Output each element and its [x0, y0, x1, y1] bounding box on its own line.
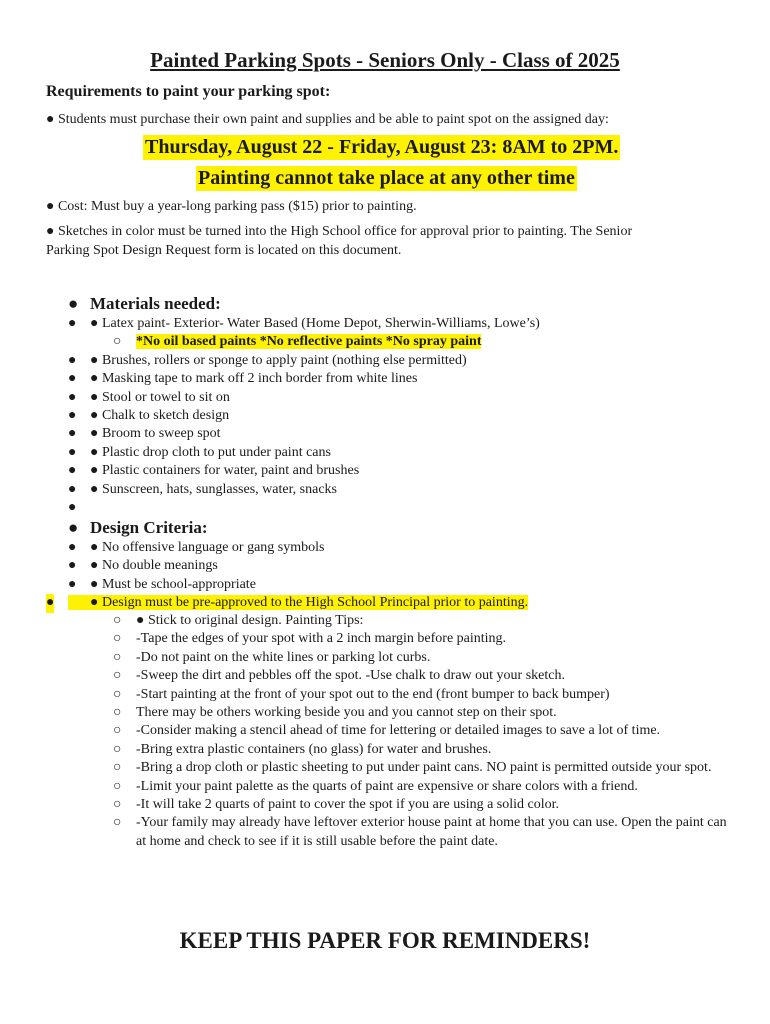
bullet-icon: ● [68, 540, 77, 555]
bullet-icon: ● [68, 352, 77, 368]
date-line: Thursday, August 22 - Friday, August 23: 8AM to 2PM. [145, 136, 619, 158]
tip-text: There may be others working beside you and you cannot step on their spot. [136, 705, 557, 721]
bullet-icon: ● [68, 558, 77, 574]
page-title: Painted Parking Spots - Seniors Only - Class of 2025 [150, 48, 620, 72]
sketch-line-2: Parking Spot Design Request form is located on this document. [46, 243, 402, 258]
bullet-icon: ● [68, 576, 77, 592]
list-item [68, 352, 540, 370]
materials-list [68, 293, 540, 516]
list-item-text: ● Design must be pre-approved to the High School Principal prior to painting. [68, 595, 528, 610]
tip-text: -Your family may already have leftover exterior house paint at home that you can use. Open the paint can at home and check to see if it is still usable before the paint date. [136, 815, 727, 849]
tip-text: -It will take 2 quarts of paint to cover the spot if you are using a solid color. [136, 797, 560, 813]
tip-text: -Do not paint on the white lines or parking lot curbs. [136, 649, 431, 665]
tip-text: -Sweep the dirt and pebbles off the spot. -Use chalk to draw out your sketch. [136, 668, 565, 684]
tip-text: -Bring a drop cloth or plastic sheeting to put under paint cans. NO paint is permitted outside your spot. [136, 760, 712, 776]
warning-item [113, 333, 733, 351]
list-item [68, 425, 540, 443]
list-item-text: ● Sunscreen, hats, sunglasses, water, snacks [90, 481, 338, 497]
materials-heading: Materials needed: [90, 294, 221, 313]
circle-bullet-icon: ○ [113, 723, 122, 739]
circle-bullet-icon: ○ [113, 649, 122, 665]
painting-tips-list [113, 612, 733, 851]
circle-bullet-icon: ○ [113, 778, 122, 794]
list-item-text: ● Chalk to sketch design [90, 408, 230, 424]
bullet-icon: ● [68, 463, 77, 479]
list-item [68, 407, 540, 425]
list-item-highlighted [46, 594, 528, 612]
list-item-text: ● Broom to sweep spot [90, 426, 221, 442]
bullet-icon: ● [68, 481, 77, 497]
intro-line: ● Students must purchase their own paint and supplies and be able to paint spot on the assigned day: [46, 112, 609, 127]
list-item-text: ● Plastic containers for water, paint and brushes [90, 463, 360, 479]
circle-bullet-icon: ○ [113, 741, 122, 757]
list-item [68, 557, 528, 575]
list-item-text: ● No offensive language or gang symbols [90, 540, 325, 555]
circle-bullet-icon: ○ [113, 705, 122, 721]
design-list [46, 517, 529, 613]
tip-item [113, 722, 733, 740]
warning-highlight [113, 334, 482, 349]
circle-bullet-icon: ○ [113, 686, 122, 702]
list-item [68, 444, 540, 462]
tip-item [113, 796, 733, 814]
warning-text: *No oil based paints *No reflective paints *No spray paint [136, 334, 482, 349]
tip-text: -Tape the edges of your spot with a 2 inch margin before painting. [136, 631, 507, 647]
list-item-text: ● Masking tape to mark off 2 inch border from white lines [90, 371, 418, 387]
list-item-text: ● No double meanings [90, 558, 218, 574]
list-item-text: ● Plastic drop cloth to put under paint cans [90, 444, 331, 460]
tip-item [113, 759, 733, 777]
list-item [68, 315, 540, 333]
bullet-icon: ● [68, 371, 77, 387]
tip-item [113, 778, 733, 796]
cost-line: ● Cost: Must buy a year-long parking pass ($15) prior to painting. [46, 199, 417, 214]
list-item-text: ● Must be school-appropriate [90, 576, 256, 592]
bullet-icon: ● [68, 426, 77, 442]
circle-bullet-icon: ○ [113, 668, 122, 684]
footer-reminder: KEEP THIS PAPER FOR REMINDERS! [179, 928, 591, 953]
tip-item [113, 741, 733, 759]
tip-text: -Consider making a stencil ahead of time for lettering or detailed images to save a lot of time. [136, 723, 661, 739]
requirements-heading: Requirements to paint your parking spot: [46, 83, 331, 100]
bullet-icon: ● [68, 294, 79, 313]
list-item [68, 539, 528, 557]
tip-item [113, 649, 733, 667]
tip-item [113, 612, 733, 630]
sketch-line-1: ● Sketches in color must be turned into the High School office for approval prior to painting. The Senior [46, 224, 633, 239]
bullet-icon: ● [68, 444, 77, 460]
list-item [68, 481, 540, 499]
materials-heading-item [68, 293, 540, 315]
list-item [68, 576, 528, 594]
circle-bullet-icon: ○ [113, 631, 122, 647]
tip-text: -Bring extra plastic containers (no glass) for water and brushes. [136, 741, 492, 757]
list-item-text: ● Stool or towel to sit on [90, 389, 230, 405]
bullet-icon: ● [68, 518, 79, 537]
list-item [68, 462, 540, 480]
bullet-icon: ● [68, 500, 77, 516]
circle-bullet-icon: ○ [113, 334, 122, 349]
circle-bullet-icon: ○ [113, 797, 122, 813]
circle-bullet-icon: ○ [113, 815, 122, 831]
tip-text: ● Stick to original design. Painting Tips: [136, 613, 364, 628]
tip-item [113, 630, 733, 648]
bullet-icon: ● [68, 389, 77, 405]
tip-item [113, 704, 733, 722]
bullet-icon: ● [46, 594, 54, 612]
no-other-time-line: Painting cannot take place at any other time [198, 167, 575, 189]
list-item [68, 370, 540, 388]
design-heading-item [68, 517, 528, 539]
circle-bullet-icon: ○ [113, 613, 122, 628]
design-heading: Design Criteria: [90, 518, 208, 537]
tip-item [113, 814, 733, 851]
tip-text: -Limit your paint palette as the quarts of paint are expensive or share colors with a friend. [136, 778, 638, 794]
tip-text: -Start painting at the front of your spot out to the end (front bumper to back bumper) [136, 686, 610, 702]
list-item [68, 389, 540, 407]
materials-warning-list [113, 333, 733, 351]
tip-item [113, 686, 733, 704]
bullet-icon: ● [68, 316, 77, 331]
list-item-text: ● Brushes, rollers or sponge to apply paint (nothing else permitted) [90, 352, 467, 368]
list-item-text: ● Latex paint- Exterior- Water Based (Home Depot, Sherwin-Williams, Lowe’s) [90, 316, 540, 331]
bullet-icon: ● [68, 408, 77, 424]
tip-item [113, 667, 733, 685]
circle-bullet-icon: ○ [113, 760, 122, 776]
